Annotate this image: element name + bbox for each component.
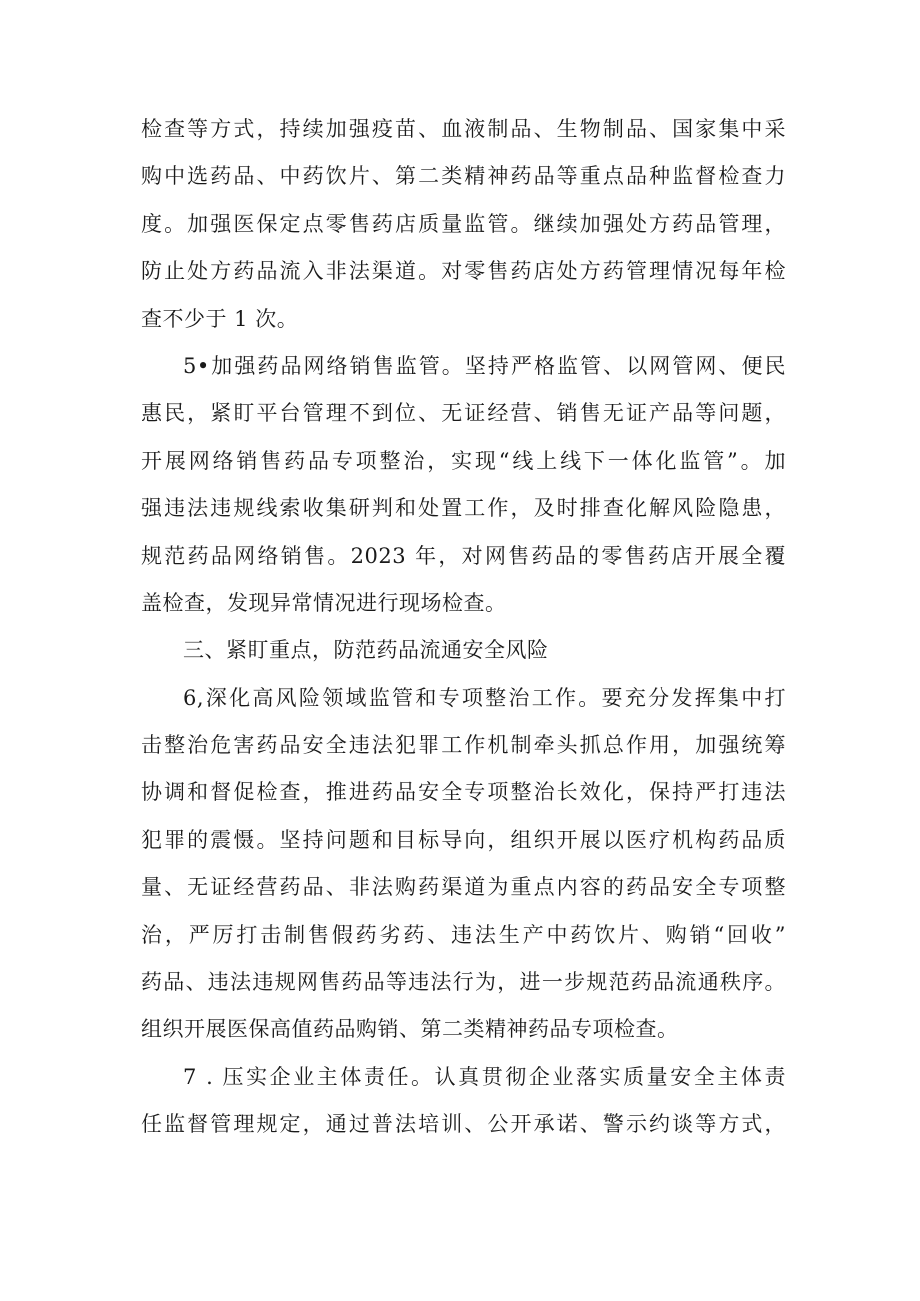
text-line: 规范药品网络销售。2023 年，对网售药品的零售药店开展全覆 [141, 543, 786, 568]
text-line: 6,深化高风险领域监管和专项整治工作。要充分发挥集中打 [183, 685, 786, 710]
paragraph-item-6 [141, 675, 786, 1054]
text-line: 购中选药品、中药饮片、第二类精神药品等重点品种监督检查力 [141, 164, 786, 189]
text-line: 盖检查，发现异常情况进行现场检查。 [141, 590, 507, 615]
text-line: 5•加强药品网络销售监管。坚持严格监管、以网管网、便民 [183, 353, 786, 378]
text-line: 击整治危害药品安全违法犯罪工作机制牵头抓总作用，加强统筹 [141, 733, 786, 758]
text-line: 开展网络销售药品专项整治，实现“线上线下一体化监管”。加 [141, 448, 786, 473]
section-heading-text: 三、紧盯重点，防范药品流通安全风险 [183, 638, 549, 663]
text-line: 惠民，紧盯平台管理不到位、无证经营、销售无证产品等问题， [141, 401, 786, 426]
text-line: 组织开展医保高值药品购销、第二类精神药品专项检查。 [141, 1017, 679, 1042]
text-line: 药品、违法违规网售药品等违法行为，进一步规范药品流通秩序。 [141, 970, 786, 995]
text-line: 任监督管理规定，通过普法培训、公开承诺、警示约谈等方式， [141, 1112, 786, 1137]
text-line: 7 . 压实企业主体责任。认真贯彻企业落实质量安全主体责 [183, 1064, 786, 1089]
document-body [141, 106, 786, 1149]
text-line: 强违法违规线索收集研判和处置工作，及时排查化解风险隐患， [141, 496, 786, 521]
text-line: 度。加强医保定点零售药店质量监管。继续加强处方药品管理， [141, 211, 786, 236]
paragraph-item-7 [141, 1054, 786, 1149]
text-line: 治，严厉打击制售假药劣药、违法生产中药饮片、购销“回收” [141, 922, 786, 947]
text-line: 查不少于 1 次。 [141, 306, 299, 331]
paragraph-item-5 [141, 343, 786, 627]
text-line: 协调和督促检查，推进药品安全专项整治长效化，保持严打违法 [141, 780, 786, 805]
text-line: 量、无证经营药品、非法购药渠道为重点内容的药品安全专项整 [141, 875, 786, 900]
section-heading-3 [141, 627, 786, 674]
text-line: 犯罪的震慑。坚持问题和目标导向，组织开展以医疗机构药品质 [141, 827, 786, 852]
text-line: 防止处方药品流入非法渠道。对零售药店处方药管理情况每年检 [141, 259, 786, 284]
paragraph-continued-inspection [141, 106, 786, 343]
text-line: 检查等方式，持续加强疫苗、血液制品、生物制品、国家集中采 [141, 117, 786, 141]
